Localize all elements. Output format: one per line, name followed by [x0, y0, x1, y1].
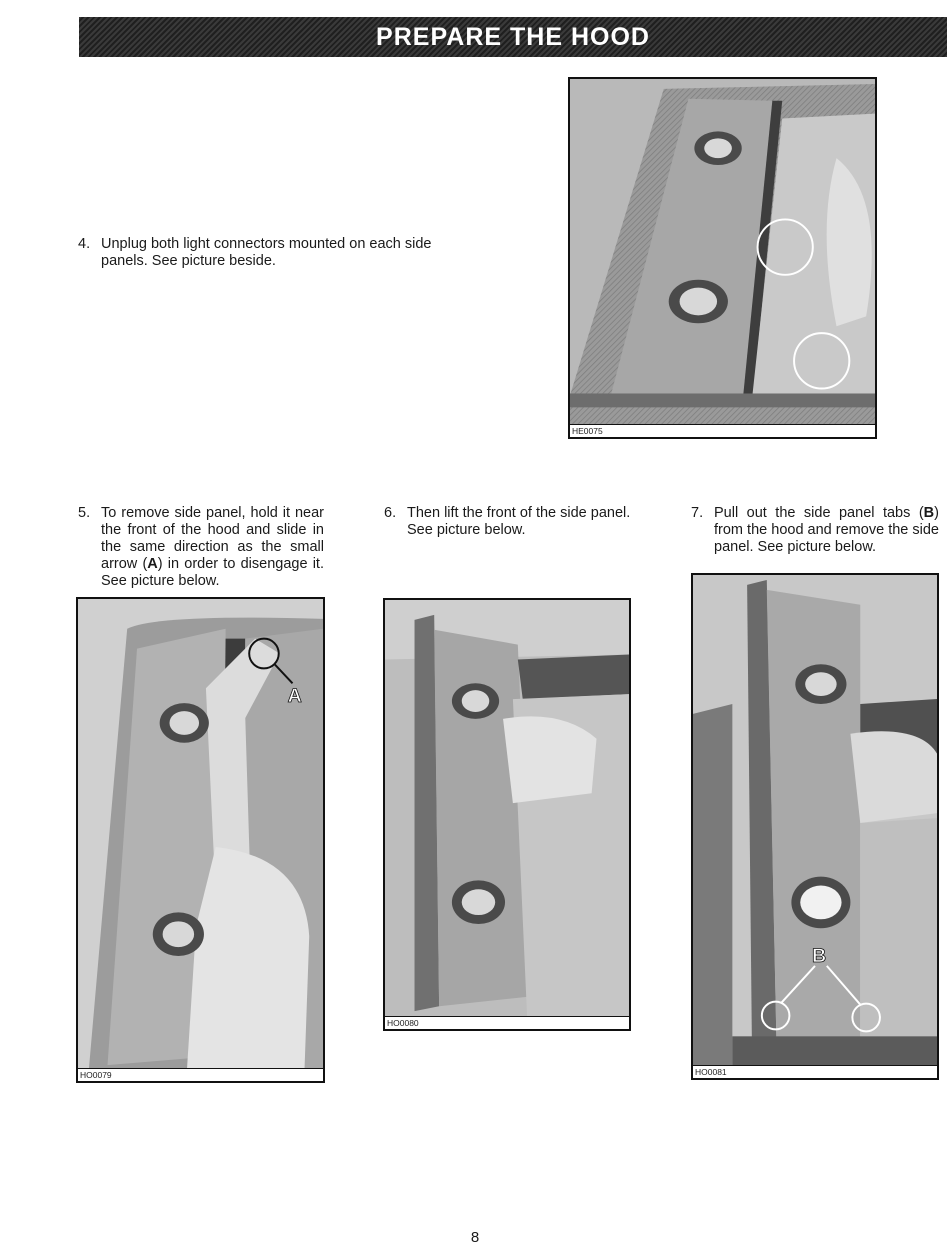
step-text: Then lift the front of the side panel. See picture below.	[407, 505, 631, 538]
page-number: 8	[470, 1229, 480, 1246]
photo-side-panel-tabs-illustration	[693, 575, 937, 1078]
callout-b-label: B	[812, 944, 827, 967]
photo-slide-side-panel	[76, 597, 325, 1083]
photo-light-connectors	[568, 77, 877, 439]
photo-lift-side-panel	[383, 598, 631, 1031]
step-6	[384, 505, 634, 539]
section-header-banner	[79, 17, 947, 57]
callout-label: A	[147, 556, 158, 572]
step-number: 4.	[78, 236, 91, 252]
step-5	[78, 505, 324, 590]
step-number: 7.	[691, 505, 704, 521]
callout-label: B	[923, 505, 935, 521]
photo-hood-underside-illustration	[570, 79, 875, 437]
photo-side-panel-slide-illustration	[78, 599, 323, 1081]
step-text: Unplug both light connectors mounted on each side panels. See picture beside.	[101, 236, 432, 269]
step-number: 5.	[78, 505, 91, 521]
step-text: To remove side panel, hold it near the front of the hood and slide in the same direction as the small arrow (A) in order to disengage it. See picture below.	[101, 505, 324, 589]
section-title: PREPARE THE HOOD	[376, 22, 650, 51]
photo-remove-side-panel	[691, 573, 939, 1080]
callout-a-label: A	[287, 685, 302, 708]
photo-code: HE0075	[570, 424, 875, 437]
step-4	[78, 236, 438, 270]
step-text: Pull out the side panel tabs (B) from the hood and remove the side panel. See picture below.	[714, 505, 939, 555]
photo-code: HO0081	[693, 1065, 937, 1078]
step-7	[691, 505, 939, 556]
step-number: 6.	[384, 505, 397, 521]
photo-side-panel-lift-illustration	[385, 600, 629, 1029]
photo-code: HO0079	[78, 1068, 323, 1081]
photo-code: HO0080	[385, 1016, 629, 1029]
